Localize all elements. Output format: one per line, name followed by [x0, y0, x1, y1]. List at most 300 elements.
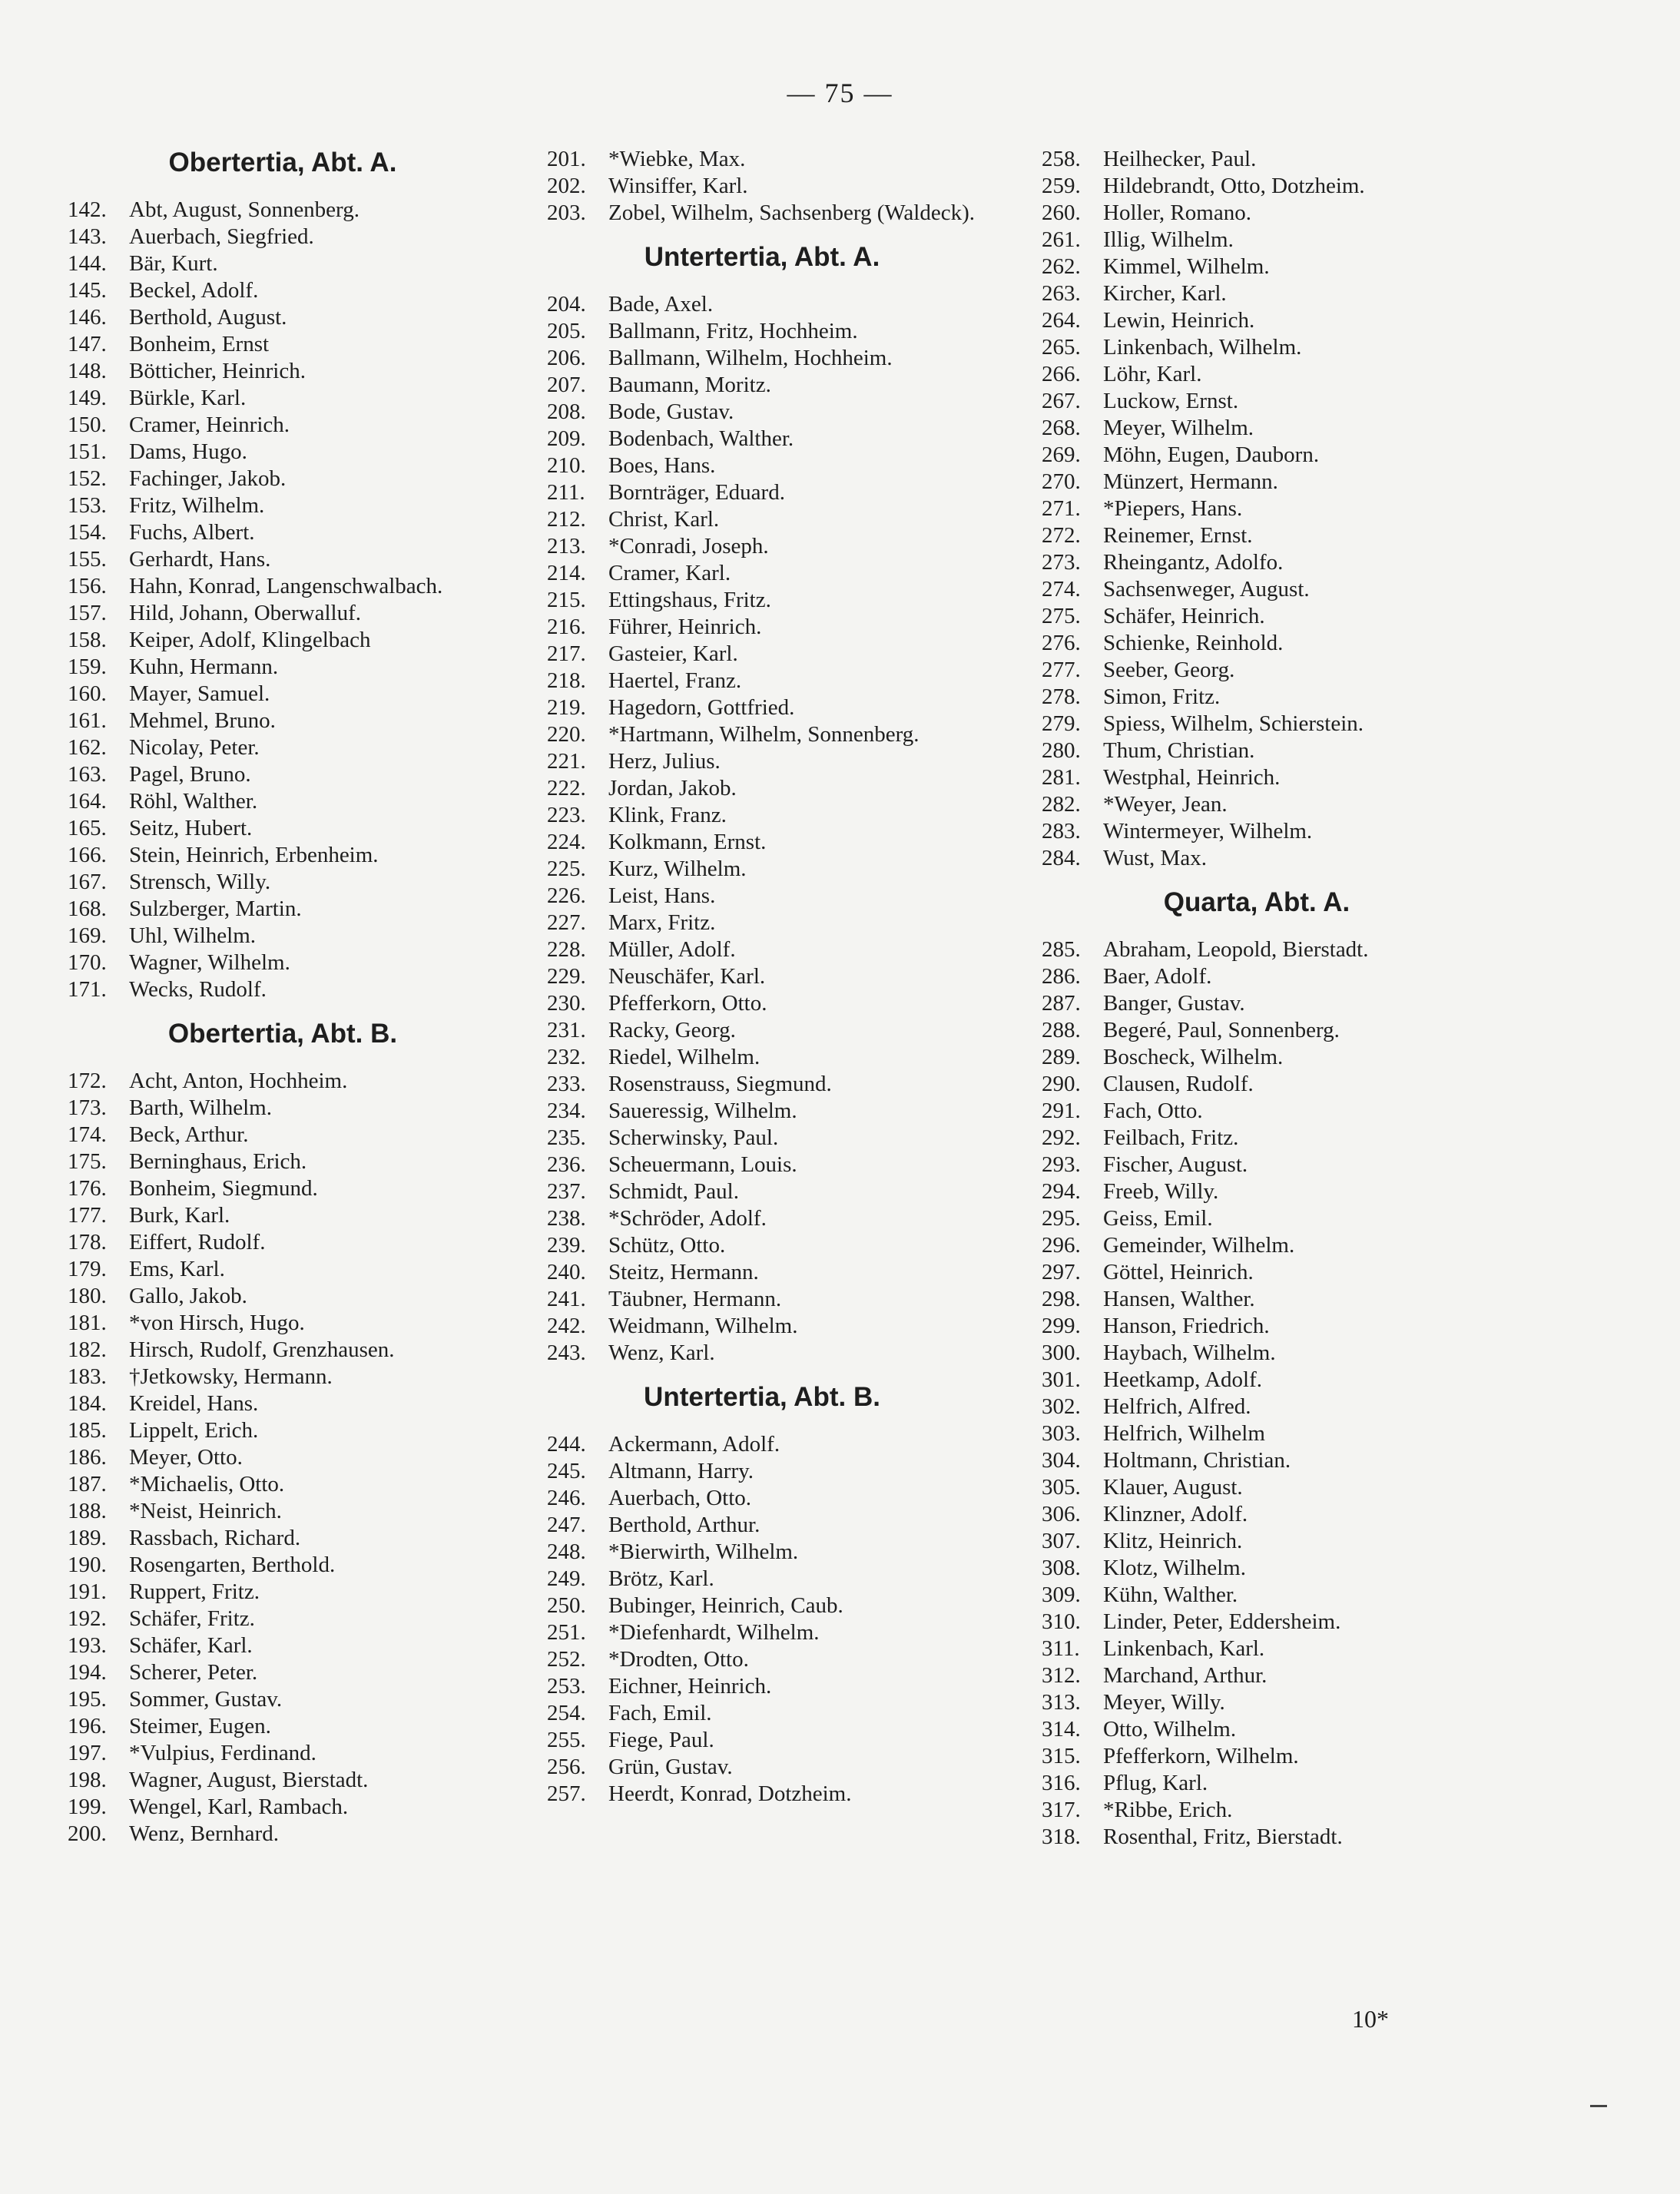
list-item: [547, 936, 977, 963]
entry-name: Stein, Heinrich, Erbenheim.: [129, 843, 379, 867]
entry-name: Kühn, Walther.: [1103, 1583, 1238, 1607]
entry-name: Keiper, Adolf, Klingelbach: [129, 628, 371, 652]
entry-name: †Jetkowsky, Hermann.: [129, 1364, 333, 1389]
entry-number: 186.: [68, 1445, 107, 1470]
entry-number: 212.: [547, 507, 586, 532]
list-item: [547, 1754, 977, 1781]
entry-name: Lippelt, Erich.: [129, 1418, 259, 1443]
list-item: [547, 910, 977, 936]
entry-number: 253.: [547, 1674, 586, 1699]
list-item: [547, 1700, 977, 1727]
entry-name: Rosenthal, Fritz, Bierstadt.: [1103, 1824, 1343, 1849]
entry-number: 172.: [68, 1069, 107, 1093]
list-item: [547, 1458, 977, 1485]
entry-number: 255.: [547, 1728, 586, 1752]
list-item: [68, 573, 498, 600]
entry-number: 235.: [547, 1125, 586, 1150]
entry-number: 214.: [547, 561, 586, 585]
edge-mark: [1590, 2105, 1607, 2107]
entry-name: Leist, Hans.: [608, 883, 716, 908]
entry-number: 231.: [547, 1018, 586, 1042]
entry-number: 236.: [547, 1152, 586, 1177]
entry-number: 162.: [68, 735, 107, 760]
entry-number: 315.: [1042, 1744, 1081, 1768]
entry-name: Ballmann, Fritz, Hochheim.: [608, 319, 858, 343]
list-item: [68, 734, 498, 761]
list-item: [68, 1283, 498, 1310]
entry-number: 188.: [68, 1499, 107, 1523]
entry-number: 302.: [1042, 1394, 1081, 1419]
list-item: [68, 1068, 498, 1095]
list-item: [68, 412, 498, 439]
entry-number: 159.: [68, 655, 107, 679]
entry-number: 224.: [547, 830, 586, 854]
list-item: [547, 802, 977, 829]
entry-number: 194.: [68, 1660, 107, 1685]
entry-number: 256.: [547, 1755, 586, 1779]
column-1: [68, 146, 498, 1848]
entry-name: Mehmel, Bruno.: [129, 708, 276, 733]
entry-number: 185.: [68, 1418, 107, 1443]
entry-name: Berthold, August.: [129, 305, 287, 330]
entry-name: Rheingantz, Adolfo.: [1103, 550, 1284, 575]
list-item: [68, 1821, 498, 1848]
entry-name: Wintermeyer, Wilhelm.: [1103, 819, 1313, 843]
entry-number: 239.: [547, 1233, 586, 1258]
entry-name: Rosengarten, Berthold.: [129, 1553, 336, 1577]
entry-name: Begeré, Paul, Sonnenberg.: [1103, 1018, 1340, 1042]
entry-number: 146.: [68, 305, 107, 330]
list-item: [1042, 576, 1472, 603]
entry-number: 249.: [547, 1566, 586, 1591]
entry-number: 244.: [547, 1432, 586, 1457]
list-item: [547, 399, 977, 426]
entry-number: 187.: [68, 1472, 107, 1496]
entry-number: 200.: [68, 1821, 107, 1846]
list-item: [547, 1485, 977, 1512]
list-item: [68, 923, 498, 950]
entry-number: 290.: [1042, 1072, 1081, 1096]
entry-name: Linder, Peter, Eddersheim.: [1103, 1609, 1341, 1634]
entry-name: Holtmann, Christian.: [1103, 1448, 1291, 1473]
entry-number: 299.: [1042, 1314, 1081, 1338]
entry-name: Ackermann, Adolf.: [608, 1432, 780, 1457]
entry-name: Fritz, Wilhelm.: [129, 493, 265, 518]
entry-name: Westphal, Heinrich.: [1103, 765, 1281, 790]
entry-name: Luckow, Ernst.: [1103, 389, 1239, 413]
list-item: [68, 1417, 498, 1444]
entry-number: 304.: [1042, 1448, 1081, 1473]
entry-name: Bär, Kurt.: [129, 251, 218, 276]
entry-number: 257.: [547, 1781, 586, 1806]
list-item: [68, 1713, 498, 1740]
entry-name: Haybach, Wilhelm.: [1103, 1341, 1276, 1365]
list-item: [547, 1512, 977, 1539]
entry-number: 251.: [547, 1620, 586, 1645]
list-item: [547, 200, 977, 227]
entry-number: 260.: [1042, 201, 1081, 225]
list-item: [1042, 1098, 1472, 1125]
column-3: [1042, 146, 1472, 1851]
entry-number: 226.: [547, 883, 586, 908]
list-item: [547, 1125, 977, 1152]
entry-name: Dams, Hugo.: [129, 439, 247, 464]
entry-number: 189.: [68, 1526, 107, 1550]
entry-number: 193.: [68, 1633, 107, 1658]
list-item: [547, 1592, 977, 1619]
entry-name: Bornträger, Eduard.: [608, 480, 785, 505]
entry-number: 181.: [68, 1311, 107, 1335]
list-item: [68, 277, 498, 304]
entry-number: 216.: [547, 615, 586, 639]
list-item: [547, 856, 977, 883]
list-item: [547, 1673, 977, 1700]
entry-number: 206.: [547, 346, 586, 370]
list-item: [1042, 657, 1472, 684]
entry-number: 317.: [1042, 1798, 1081, 1822]
entry-name: Schäfer, Karl.: [129, 1633, 253, 1658]
entry-name: Meyer, Wilhelm.: [1103, 416, 1254, 440]
entry-name: Bürkle, Karl.: [129, 386, 247, 410]
entry-number: 283.: [1042, 819, 1081, 843]
entry-name: Münzert, Hermann.: [1103, 469, 1278, 494]
entry-name: Illig, Wilhelm.: [1103, 227, 1234, 252]
entry-number: 158.: [68, 628, 107, 652]
entry-number: 237.: [547, 1179, 586, 1204]
entry-name: Christ, Karl.: [608, 507, 720, 532]
list-item: [547, 1205, 977, 1232]
entry-name: Klink, Franz.: [608, 803, 727, 827]
entry-name: *Diefenhardt, Wilhelm.: [608, 1620, 820, 1645]
entry-name: Bonheim, Ernst: [129, 332, 270, 356]
entry-name: Täubner, Hermann.: [608, 1287, 782, 1311]
entry-number: 311.: [1042, 1636, 1080, 1661]
entry-name: Wengel, Karl, Rambach.: [129, 1795, 349, 1819]
list-item: [547, 1431, 977, 1458]
entry-number: 297.: [1042, 1260, 1081, 1284]
entry-number: 168.: [68, 896, 107, 921]
list-item: [547, 1727, 977, 1754]
entry-number: 230.: [547, 991, 586, 1016]
list-item: [547, 372, 977, 399]
entry-name: Ballmann, Wilhelm, Hochheim.: [608, 346, 893, 370]
list-item: [1042, 1662, 1472, 1689]
list-item: [547, 318, 977, 345]
entry-number: 238.: [547, 1206, 586, 1231]
entry-number: 263.: [1042, 281, 1081, 306]
entry-number: 215.: [547, 588, 586, 612]
list-item: [1042, 1501, 1472, 1528]
entry-name: Meyer, Otto.: [129, 1445, 243, 1470]
list-item: [547, 1313, 977, 1340]
entry-name: Thum, Christian.: [1103, 738, 1255, 763]
entry-name: Schäfer, Fritz.: [129, 1606, 255, 1631]
list-item: [547, 668, 977, 694]
list-item: [68, 869, 498, 896]
list-item: [68, 788, 498, 815]
entry-name: Hagedorn, Gottfried.: [608, 695, 795, 720]
entry-name: Winsiffer, Karl.: [608, 174, 748, 198]
list-item: [1042, 254, 1472, 280]
list-item: [68, 331, 498, 358]
entry-number: 178.: [68, 1230, 107, 1254]
list-item: [547, 1566, 977, 1592]
entry-name: Saueressig, Wilhelm.: [608, 1099, 797, 1123]
entry-number: 220.: [547, 722, 586, 747]
entry-number: 310.: [1042, 1609, 1081, 1634]
entry-number: 264.: [1042, 308, 1081, 333]
entry-name: Helfrich, Wilhelm: [1103, 1421, 1265, 1446]
list-item: [547, 146, 977, 173]
entry-name: *Drodten, Otto.: [608, 1647, 749, 1672]
entry-number: 254.: [547, 1701, 586, 1725]
entry-number: 233.: [547, 1072, 586, 1096]
entry-name: Hahn, Konrad, Langenschwalbach.: [129, 574, 443, 598]
list-item: [547, 1071, 977, 1098]
entry-name: Kircher, Karl.: [1103, 281, 1227, 306]
entry-name: Pagel, Bruno.: [129, 762, 251, 787]
entry-number: 142.: [68, 197, 107, 222]
entry-number: 296.: [1042, 1233, 1081, 1258]
entry-number: 152.: [68, 466, 107, 491]
entry-number: 177.: [68, 1203, 107, 1228]
list-item: [68, 627, 498, 654]
list-item: [1042, 1232, 1472, 1259]
entry-name: Schmidt, Paul.: [608, 1179, 739, 1204]
list-item: [68, 1390, 498, 1417]
entry-name: Fischer, August.: [1103, 1152, 1248, 1177]
list-item: [68, 439, 498, 466]
list-item: [68, 1310, 498, 1337]
entry-name: Neuschäfer, Karl.: [608, 964, 766, 989]
entry-number: 155.: [68, 547, 107, 572]
list-item: [1042, 1286, 1472, 1313]
entry-name: Baumann, Moritz.: [608, 373, 771, 397]
entry-number: 228.: [547, 937, 586, 962]
list-item: [1042, 1178, 1472, 1205]
list-item: [68, 1659, 498, 1686]
entry-number: 232.: [547, 1045, 586, 1069]
entry-number: 267.: [1042, 389, 1081, 413]
entry-number: 305.: [1042, 1475, 1081, 1500]
list-item: [68, 761, 498, 788]
entry-number: 316.: [1042, 1771, 1081, 1795]
entry-name: Helfrich, Alfred.: [1103, 1394, 1251, 1419]
entry-number: 262.: [1042, 254, 1081, 279]
list-item: [68, 681, 498, 708]
entry-number: 306.: [1042, 1502, 1081, 1526]
page-number: — 75 —: [787, 78, 893, 108]
entry-name: Wecks, Rudolf.: [129, 977, 267, 1002]
entry-name: Bade, Axel.: [608, 292, 714, 317]
entry-name: *Michaelis, Otto.: [129, 1472, 285, 1496]
entry-number: 307.: [1042, 1529, 1081, 1553]
entry-number: 192.: [68, 1606, 107, 1631]
entry-name: Banger, Gustav.: [1103, 991, 1245, 1016]
entry-name: Wenz, Karl.: [608, 1341, 715, 1365]
entry-number: 213.: [547, 534, 586, 558]
entry-number: 268.: [1042, 416, 1081, 440]
section-heading: Untertertia, Abt. A.: [644, 242, 880, 272]
list-item: [68, 197, 498, 224]
entry-number: 207.: [547, 373, 586, 397]
entry-name: Bonheim, Siegmund.: [129, 1176, 318, 1201]
entry-name: Abt, August, Sonnenberg.: [129, 197, 360, 222]
entry-number: 151.: [68, 439, 107, 464]
entry-name: Klinzner, Adolf.: [1103, 1502, 1248, 1526]
list-item: [1042, 1743, 1472, 1770]
entry-name: Klauer, August.: [1103, 1475, 1243, 1500]
entry-name: Uhl, Wilhelm.: [129, 923, 257, 948]
list-item: [1042, 1770, 1472, 1797]
entry-name: *Ribbe, Erich.: [1103, 1798, 1233, 1822]
list-item: [1042, 737, 1472, 764]
list-item: [547, 506, 977, 533]
entry-name: Röhl, Walther.: [129, 789, 258, 814]
entry-name: Seeber, Georg.: [1103, 658, 1235, 682]
list-item: [1042, 1205, 1472, 1232]
list-item: [68, 1364, 498, 1390]
entry-name: Linkenbach, Wilhelm.: [1103, 335, 1302, 360]
entry-name: Freeb, Willy.: [1103, 1179, 1219, 1204]
entry-number: 154.: [68, 520, 107, 545]
entry-number: 174.: [68, 1122, 107, 1147]
list-item: [1042, 963, 1472, 990]
list-item: [1042, 334, 1472, 361]
entry-name: Fach, Otto.: [1103, 1099, 1203, 1123]
entry-number: 222.: [547, 776, 586, 800]
entry-name: Klotz, Wilhelm.: [1103, 1556, 1246, 1580]
entry-number: 276.: [1042, 631, 1081, 655]
list-item: [547, 1286, 977, 1313]
list-item: [1042, 415, 1472, 442]
entry-number: 165.: [68, 816, 107, 840]
entry-number: 225.: [547, 857, 586, 881]
list-item: [1042, 1824, 1472, 1851]
entry-name: Führer, Heinrich.: [608, 615, 762, 639]
entry-number: 157.: [68, 601, 107, 625]
entry-name: Eichner, Heinrich.: [608, 1674, 772, 1699]
list-item: [1042, 280, 1472, 307]
list-item: [1042, 1689, 1472, 1716]
entry-number: 314.: [1042, 1717, 1081, 1742]
entry-number: 284.: [1042, 846, 1081, 870]
list-item: [68, 250, 498, 277]
entry-name: Schütz, Otto.: [608, 1233, 726, 1258]
list-item: [68, 708, 498, 734]
section-heading: Untertertia, Abt. B.: [644, 1382, 880, 1412]
entry-number: 234.: [547, 1099, 586, 1123]
entry-number: 209.: [547, 426, 586, 451]
entry-number: 318.: [1042, 1824, 1081, 1849]
entry-number: 282.: [1042, 792, 1081, 817]
list-item: [1042, 684, 1472, 711]
entry-name: Cramer, Karl.: [608, 561, 731, 585]
entry-number: 180.: [68, 1284, 107, 1308]
list-item: [1042, 1125, 1472, 1152]
list-item: [68, 546, 498, 573]
entry-number: 259.: [1042, 174, 1081, 198]
entry-number: 240.: [547, 1260, 586, 1284]
entry-name: Pflug, Karl.: [1103, 1771, 1208, 1795]
entry-number: 298.: [1042, 1287, 1081, 1311]
entry-number: 309.: [1042, 1583, 1081, 1607]
entry-name: Seitz, Hubert.: [129, 816, 253, 840]
entry-number: 271.: [1042, 496, 1081, 521]
entry-name: Ettingshaus, Fritz.: [608, 588, 771, 612]
list-item: [1042, 1259, 1472, 1286]
list-item: [1042, 1071, 1472, 1098]
entry-number: 218.: [547, 668, 586, 693]
list-item: [1042, 307, 1472, 334]
entry-name: Klitz, Heinrich.: [1103, 1529, 1243, 1553]
entry-name: Rosenstrauss, Siegmund.: [608, 1072, 832, 1096]
entry-name: Steitz, Hermann.: [608, 1260, 759, 1284]
entry-number: 191.: [68, 1579, 107, 1604]
list-item: [1042, 1152, 1472, 1178]
list-item: [547, 1619, 977, 1646]
list-item: [1042, 791, 1472, 818]
entry-number: 203.: [547, 201, 586, 225]
entry-number: 144.: [68, 251, 107, 276]
list-item: [68, 950, 498, 976]
list-item: [547, 614, 977, 641]
entry-number: 287.: [1042, 991, 1081, 1016]
entry-number: 223.: [547, 803, 586, 827]
entry-number: 308.: [1042, 1556, 1081, 1580]
entry-number: 183.: [68, 1364, 107, 1389]
entry-number: 199.: [68, 1795, 107, 1819]
entry-name: Cramer, Heinrich.: [129, 413, 290, 437]
list-item: [68, 1606, 498, 1632]
list-item: [68, 815, 498, 842]
list-item: [1042, 469, 1472, 495]
entry-name: Hild, Johann, Oberwalluf.: [129, 601, 362, 625]
entry-name: Scherwinsky, Paul.: [608, 1125, 779, 1150]
list-item: [547, 1232, 977, 1259]
entry-number: 245.: [547, 1459, 586, 1483]
entry-name: Rassbach, Richard.: [129, 1526, 301, 1550]
entry-name: *Weyer, Jean.: [1103, 792, 1228, 817]
list-item: [547, 1781, 977, 1808]
entry-number: 202.: [547, 174, 586, 198]
list-item: [68, 1122, 498, 1148]
list-item: [68, 519, 498, 546]
entry-name: Bubinger, Heinrich, Caub.: [608, 1593, 843, 1618]
entry-name: Gerhardt, Hans.: [129, 547, 271, 572]
entry-number: 281.: [1042, 765, 1081, 790]
entry-number: 301.: [1042, 1367, 1081, 1392]
entry-name: *Piepers, Hans.: [1103, 496, 1243, 521]
entry-number: 147.: [68, 332, 107, 356]
entry-number: 286.: [1042, 964, 1081, 989]
entry-number: 219.: [547, 695, 586, 720]
entry-number: 269.: [1042, 442, 1081, 467]
entry-name: Gemeinder, Wilhelm.: [1103, 1233, 1295, 1258]
column-2: [547, 146, 977, 1808]
entry-number: 275.: [1042, 604, 1081, 628]
entry-number: 273.: [1042, 550, 1081, 575]
list-item: [1042, 990, 1472, 1017]
list-item: [547, 1178, 977, 1205]
list-item: [68, 1202, 498, 1229]
list-item: [68, 1740, 498, 1767]
entry-number: 274.: [1042, 577, 1081, 602]
list-item: [547, 291, 977, 318]
list-item: [1042, 711, 1472, 737]
entry-name: Bötticher, Heinrich.: [129, 359, 306, 383]
list-item: [68, 466, 498, 492]
